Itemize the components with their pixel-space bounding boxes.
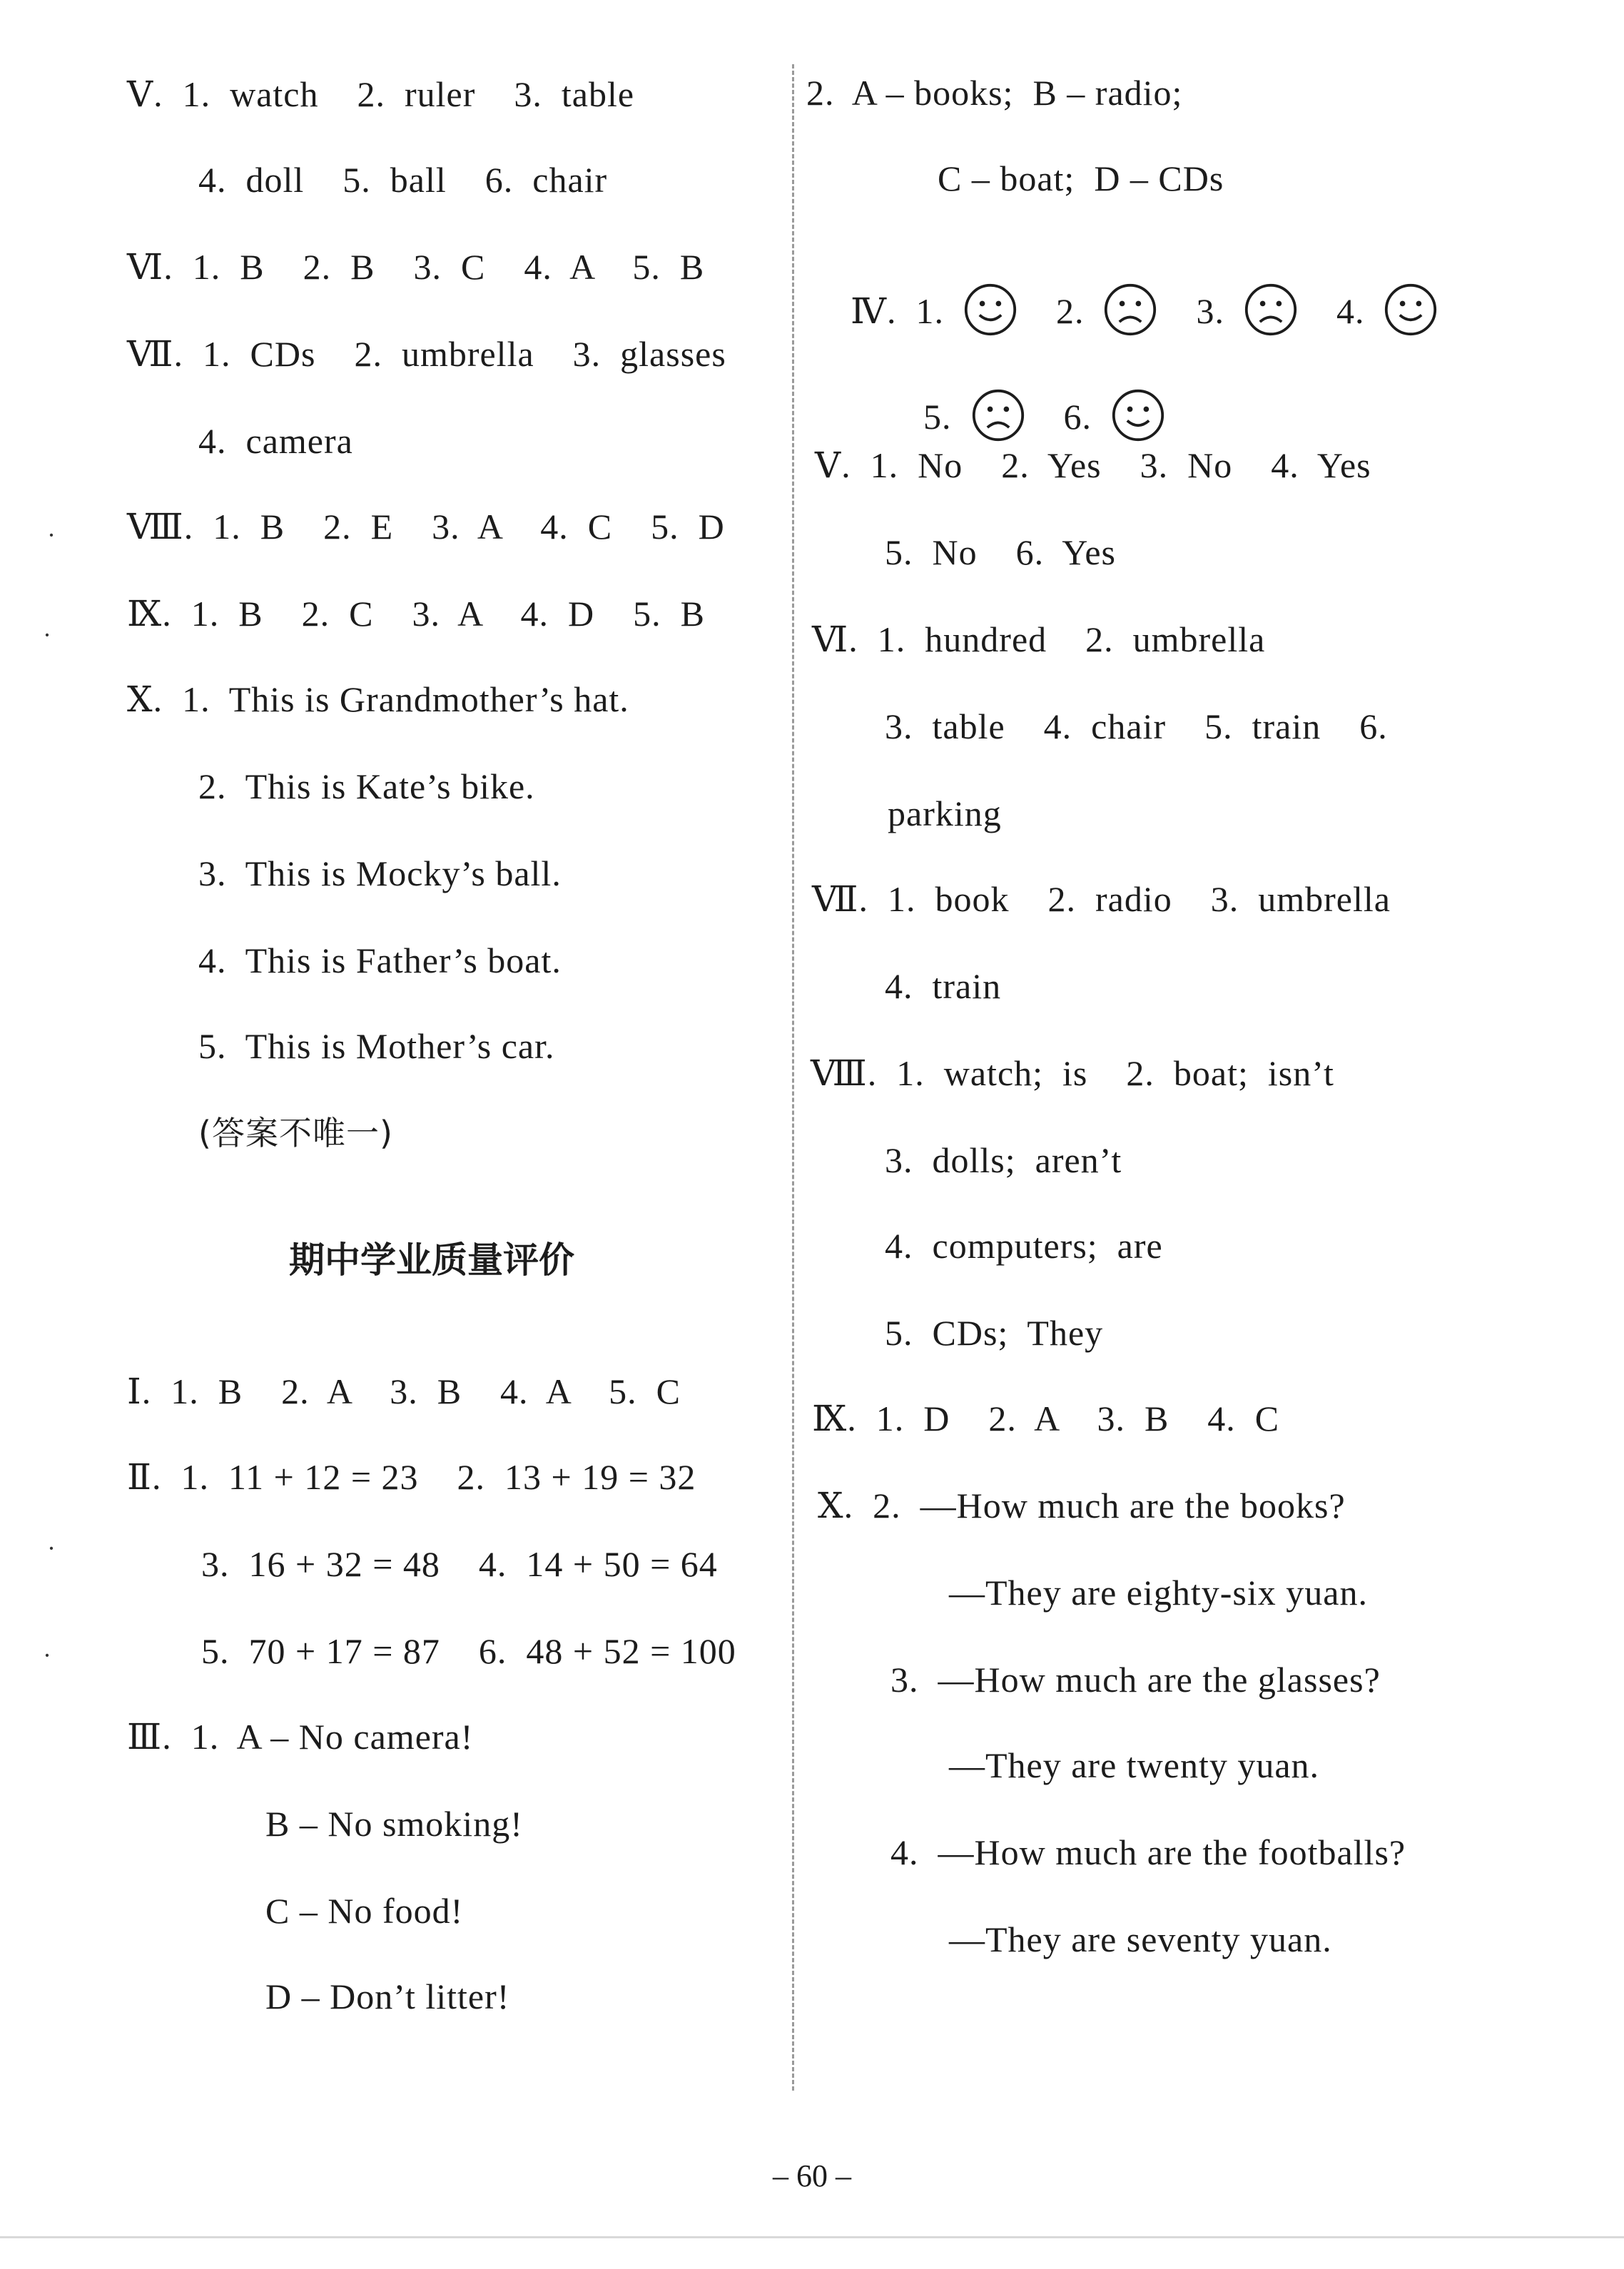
section-4-num-6: 6. [1063,397,1092,437]
midterm-section-5-line-2: 5. No 6. Yes [885,532,1117,572]
section-4-num-2: 2. [1055,291,1085,331]
section-4-num-3: 3. [1196,291,1224,331]
scan-speck: · [43,621,51,649]
smiley-sad-icon [971,388,1025,442]
midterm-section-8-line-4: 5. CDs; They [885,1313,1104,1353]
midterm-section-10-line-4: —They are twenty yuan. [949,1745,1320,1785]
midterm-section-10-line-1: Ⅹ. 2. —How much are the books? [818,1486,1346,1526]
midterm-section-3-line-3: C – No food! [265,1891,464,1931]
section-10-line-3: 3. This is Mocky’s ball. [198,853,562,893]
section-10-line-4: 4. This is Father’s boat. [198,940,562,980]
midterm-section-3-line-4: D – Don’t litter! [265,1976,510,2016]
midterm-section-6-line-3: parking [888,793,1002,833]
midterm-section-5-line-1: Ⅴ. 1. No 2. Yes 3. No 4. Yes [815,445,1371,485]
midterm-section-8-line-1: Ⅷ. 1. watch; is 2. boat; isn’t [811,1053,1334,1093]
midterm-section-8-line-2: 3. dolls; aren’t [885,1140,1122,1180]
midterm-section-3-line-1: Ⅲ. 1. A – No camera! [127,1717,474,1757]
smiley-happy-icon [1111,388,1165,442]
section-8: Ⅷ. 1. B 2. E 3. A 4. C 5. D [127,507,725,547]
section-10-line-2: 2. This is Kate’s bike. [198,766,535,806]
section-6: Ⅵ. 1. B 2. B 3. C 4. A 5. B [127,247,705,287]
midterm-section-10-line-5: 4. —How much are the footballs? [890,1832,1406,1872]
section-4-prefix: Ⅳ. 1. [851,291,944,331]
smiley-sad-icon [1244,283,1298,337]
midterm-section-3-item-2-line-2: C – boat; D – CDs [938,158,1224,198]
scan-speck: · [47,521,56,549]
scan-speck: · [47,1534,56,1563]
section-4-num-4: 4. [1336,291,1365,331]
midterm-section-8-line-3: 4. computers; are [885,1226,1163,1266]
midterm-section-10-line-2: —They are eighty-six yuan. [949,1573,1368,1613]
section-9: Ⅸ. 1. B 2. C 3. A 4. D 5. B [127,594,705,634]
section-7-line-1: Ⅶ. 1. CDs 2. umbrella 3. glasses [127,334,726,374]
scan-speck: · [43,1641,51,1670]
midterm-section-7-line-2: 4. train [885,966,1002,1006]
section-10-note: (答案不唯一) [198,1114,393,1152]
midterm-heading: 期中学业质量评价 [289,1239,574,1281]
column-divider [792,64,794,2091]
midterm-section-6-line-1: Ⅵ. 1. hundred 2. umbrella [812,619,1266,659]
midterm-section-10-line-6: —They are seventy yuan. [949,1919,1332,1959]
page-number: – 60 – [773,2158,851,2193]
smiley-happy-icon [1384,283,1438,337]
midterm-section-1: Ⅰ. 1. B 2. A 3. B 4. A 5. C [127,1371,681,1411]
smiley-happy-icon [963,283,1017,337]
smiley-sad-icon [1103,283,1157,337]
midterm-section-3-line-2: B – No smoking! [265,1804,523,1844]
section-5-line-1: Ⅴ. 1. watch 2. ruler 3. table [127,74,635,114]
scan-edge-line [0,2236,1624,2238]
midterm-section-9: Ⅸ. 1. D 2. A 3. B 4. C [812,1399,1280,1438]
section-10-line-1: Ⅹ. 1. This is Grandmother’s hat. [127,679,629,719]
midterm-section-3-item-2-line-1: 2. A – books; B – radio; [806,73,1183,113]
midterm-section-6-line-2: 3. table 4. chair 5. train 6. [885,706,1388,746]
section-10-line-5: 5. This is Mother’s car. [198,1026,555,1066]
midterm-section-7-line-1: Ⅶ. 1. book 2. radio 3. umbrella [812,879,1391,919]
section-4-num-5: 5. [923,397,952,437]
midterm-section-10-line-3: 3. —How much are the glasses? [890,1660,1381,1700]
midterm-section-2-line-1: Ⅱ. 1. 11 + 12 = 23 2. 13 + 19 = 32 [127,1457,696,1497]
midterm-section-2-line-2: 3. 16 + 32 = 48 4. 14 + 50 = 64 [201,1544,718,1584]
section-5-line-2: 4. doll 5. ball 6. chair [198,160,608,200]
midterm-section-2-line-3: 5. 70 + 17 = 87 6. 48 + 52 = 100 [201,1631,736,1671]
section-7-line-2: 4. camera [198,421,353,461]
